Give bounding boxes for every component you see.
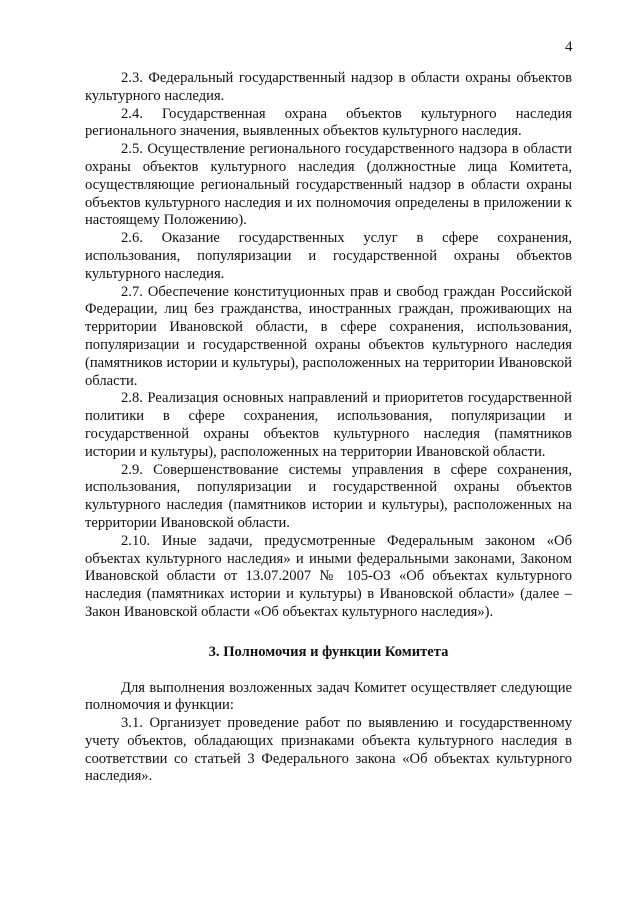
paragraph-3-1: 3.1. Организует проведение работ по выявлению и государственному учету объектов, обладающих признаками объекта культурного наследия в соответствии со статьей 3 Федерального закона «Об объектах культурного наследия». bbox=[85, 715, 572, 785]
paragraph-2-8: 2.8. Реализация основных направлений и приоритетов государственной политики в сфере сохранения, использования, популяризации и государственной охраны объектов культурного наследия (памятников истории и культуры), расположенных на территории Ивановской области. bbox=[85, 390, 572, 460]
paragraph-2-3: 2.3. Федеральный государственный надзор в области охраны объектов культурного наследия. bbox=[85, 70, 572, 104]
paragraph-2-7: 2.7. Обеспечение конституционных прав и свобод граждан Российской Федерации, лиц без гражданства, иностранных граждан, проживающих на территории Ивановской области, в сфере сохранения, использования, популяризации и государственной охраны объектов культурного наследия (памятников истории и культуры), расположенных на территории Ивановской области. bbox=[85, 283, 572, 389]
paragraph-2-5: 2.5. Осуществление регионального государственного надзора в области охраны объектов культурного наследия (должностные лица Комитета, осуществляющие региональный государственный надзор в области охраны объектов культурного наследия и их полномочия определены в приложении к настоящему Положению). bbox=[85, 141, 572, 229]
paragraph-2-9: 2.9. Совершенствование системы управления в сфере сохранения, использования, популяризации и государственной охраны объектов культурного наследия (памятников истории и культуры), расположенных на территории Ивановской области. bbox=[85, 461, 572, 531]
document-body bbox=[85, 70, 572, 786]
paragraph-2-6: 2.6. Оказание государственных услуг в сфере сохранения, использования, популяризации и государственной охраны объектов культурного наследия. bbox=[85, 230, 572, 282]
paragraph-2-10: 2.10. Иные задачи, предусмотренные Федеральным законом «Об объектах культурного наследия» и иными федеральными законами, Законом Ивановской области от 13.07.2007 № 105-ОЗ «Об объектах культурного наследия (памятниках истории и культуры) в Ивановской области» (далее – Закон Ивановской области «Об объектах культурного наследия»). bbox=[85, 532, 572, 620]
paragraph-2-4: 2.4. Государственная охрана объектов культурного наследия регионального значения, выявленных объектов культурного наследия. bbox=[85, 105, 572, 140]
page-number: 4 bbox=[565, 39, 573, 55]
paragraph-intro: Для выполнения возложенных задач Комитет осуществляет следующие полномочия и функции: bbox=[85, 679, 572, 714]
section-heading: 3. Полномочия и функции Комитета bbox=[208, 643, 449, 660]
